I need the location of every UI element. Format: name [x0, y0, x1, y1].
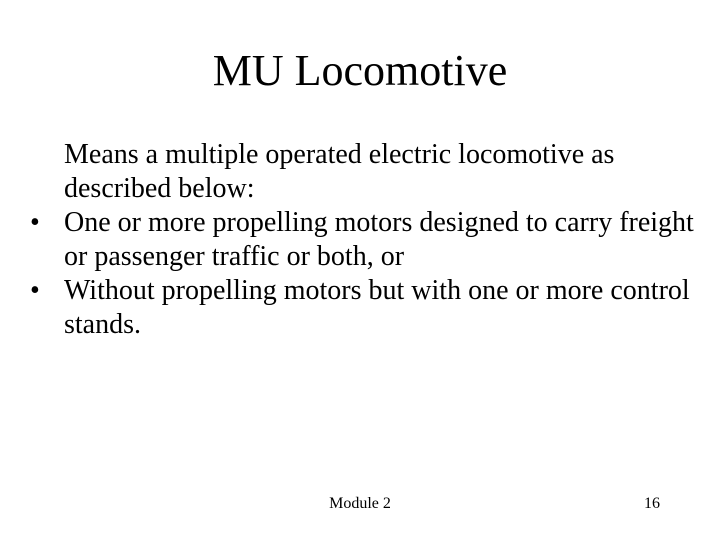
slide-body: [26, 138, 706, 342]
bullet-marker: •: [30, 275, 40, 306]
intro-text: Means a multiple operated electric locomotive as described below:: [64, 139, 615, 204]
footer-module-label: Module 2: [329, 495, 391, 512]
slide-title: MU Locomotive: [212, 46, 508, 95]
intro-paragraph: [26, 138, 706, 206]
footer-page-number: 16: [644, 495, 660, 512]
bullet-marker: •: [30, 207, 40, 238]
bullet-item: [26, 206, 706, 274]
bullet-item-text: Without propelling motors but with one or more control stands.: [64, 275, 690, 340]
bullet-item: [26, 274, 706, 342]
bullet-item-text: One or more propelling motors designed to carry freight or passenger traffic or both, or: [64, 207, 694, 272]
